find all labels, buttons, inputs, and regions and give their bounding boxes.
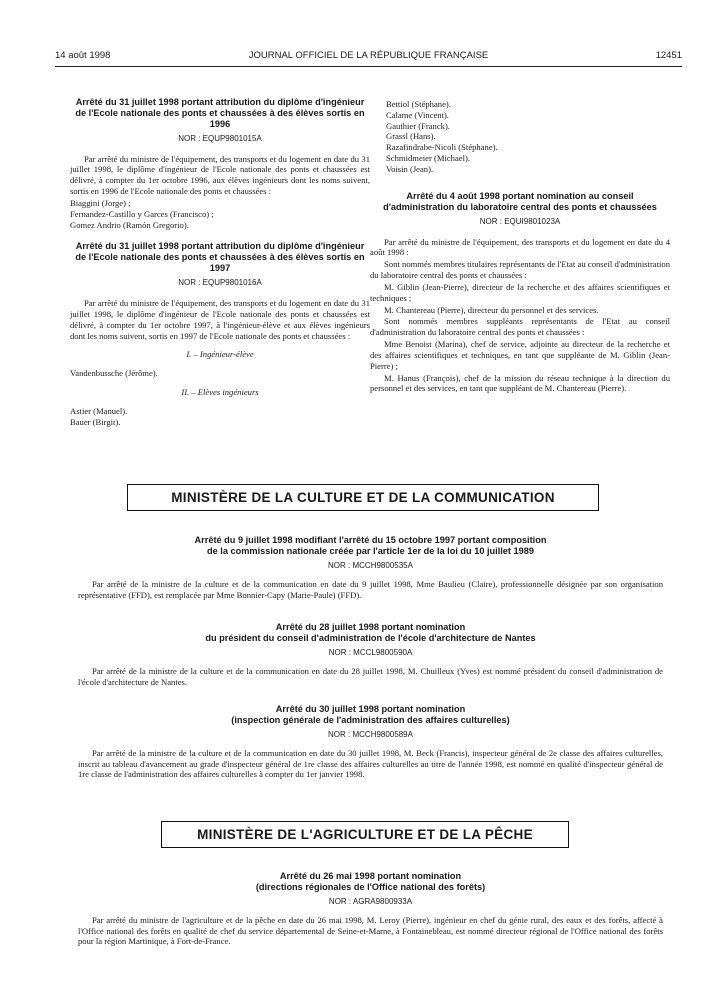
decree-body: Par arrêté du ministre de l'agriculture et de la pêche en date du 26 mai 1998, M. Leroy (Pierre), ingénieur en chef du génie rural, des eaux et des forêts, affecté à l'Office national des forêts en qualité de chef du service départemental de Seine-et-Marne, à Fontainebleau, est nommé directeur régional de l'Office national des forêts pour la région Martinique, à Fort-de-France. (78, 914, 663, 947)
decree-title-line: Arrêté du 9 juillet 1998 modifiant l'arrêté du 15 octobre 1997 portant composition (194, 535, 547, 545)
page-header (55, 50, 682, 64)
decree-body: M. Chantereau (Pierre), directeur du personnel et des services. (384, 304, 599, 315)
decree-equi9801023a (370, 191, 670, 394)
decree-title: Arrêté du 4 août 1998 portant nomination au conseil d'administration du laboratoire central des ponts et chaussées (383, 190, 657, 212)
decree-mcch9800589a (78, 704, 663, 781)
header-date: 14 août 1998 (55, 50, 111, 61)
decree-mcch9800535a (78, 535, 663, 601)
decree-body: Par arrêté de la ministre de la culture et de la communication en date du 9 juillet 1998, Mme Baulieu (Claire), professionnelle désignée par son organisation représentative (FFD), est remplacée par Mme Bonnier-Capy (Marie-Paule) (FFD). (78, 578, 663, 600)
name-line: Bettiol (Stéphane). (386, 99, 451, 109)
decree-title-line: Arrêté du 30 juillet 1998 portant nomination (275, 704, 466, 714)
decree-nor: NOR : MCCH9800535A (328, 560, 413, 570)
header-journal-title: JOURNAL OFFICIEL DE LA RÉPUBLIQUE FRANÇAISE (248, 50, 489, 61)
left-column (70, 97, 370, 428)
decree-body: Par arrêté du ministre de l'équipement, des transports et du logement en date du 31 juillet 1998, le diplôme d'ingénieur de l'Ecole nationale des ponts et chaussées est délivré, à compter du 1er octobre 1997, à l'ingénieur-élève et aux élèves ingénieurs dont les noms suivent, sortis en 1997 de l'Ecole nationale des ponts et chaussées : (70, 298, 370, 341)
decree-body: M. Giblin (Jean-Pierre), directeur de la recherche et des affaires scientifiques et techniques ; (370, 281, 670, 303)
decree-body: Par arrêté du ministre de l'équipement, des transports et du logement en date du 4 août 1998 : (370, 236, 670, 258)
subsection-heading: I. – Ingénieur-élève (186, 349, 254, 360)
decree-nor: NOR : MCCL9800590A (328, 647, 413, 657)
right-column (370, 99, 670, 395)
decree-title-line: Arrêté du 28 juillet 1998 portant nomination (275, 622, 466, 632)
name-line: Astier (Manuel). (70, 405, 128, 416)
decree-nor: NOR : EQUP9801015A (178, 133, 262, 143)
continued-name-list (370, 99, 670, 175)
decree-body: Par arrêté de la ministre de la culture et de la communication en date du 30 juillet 1998, M. Beck (Francis), inspecteur général de 2e classe des affaires culturelles, inscrit au tableau d'avancement au grade d'inspecteur général de 1re classe des affaires culturelles au titre de l'année 1998, est nommé en qualité d'inspecteur général de 1re classe de l'administration des affaires culturelles à compter du 1er janvier 1998. (78, 747, 663, 780)
decree-mccl9800590a (78, 622, 663, 688)
name-line: Fernandez-Castillo y Garces (Francisco) ; (70, 208, 214, 219)
name-line: Calame (Vincent). (386, 109, 449, 120)
name-line: Schmidmeier (Michael). (386, 153, 470, 164)
name-line: Vandenbussche (Jérôme). (70, 368, 158, 379)
decree-body: Par arrêté du ministre de l'équipement, des transports et du logement en date du 31 juillet 1998, le diplôme d'ingénieur de l'Ecole nationale des ponts et chaussées est délivré, à compter du 1er octobre 1996, aux élèves ingénieurs dont les noms suivent, sortis en 1996 de l'Ecole nationale des ponts et chaussées : (70, 153, 370, 197)
decree-nor: NOR : MCCH9800589A (328, 729, 413, 739)
name-line: Gauthier (Franck). (386, 120, 450, 131)
decree-title-line: du président du conseil d'administration de l'école d'architecture de Nantes (205, 632, 536, 643)
ministry-culture-heading: MINISTÈRE DE LA CULTURE ET DE LA COMMUNICATION (127, 484, 599, 511)
decree-body: Sont nommés membres suppléants représentants de l'Etat au conseil d'administration du laboratoire central des ponts et chaussées : (370, 316, 670, 338)
decree-body: M. Hanus (François), chef de la mission du réseau technique à la direction du personnel et des services, en tant que suppléant de M. Chantereau (Pierre). (370, 372, 670, 394)
decree-equp9801016a (70, 241, 370, 427)
name-line: Voisin (Jean). (386, 163, 434, 174)
decree-nor: NOR : AGRA9800933A (328, 896, 413, 906)
name-line: Biaggini (Jorge) ; (70, 197, 131, 208)
decree-nor: NOR : EQUI9801023A (479, 216, 561, 226)
decree-body: Par arrêté de la ministre de la culture et de la communication en date du 28 juillet 1998, M. Chuilleux (Yves) est nommé président du conseil d'administration de l'école d'architecture de Nantes. (78, 665, 663, 687)
header-rule (55, 66, 682, 67)
decree-body: Mme Benoist (Marina), chef de service, adjointe au directeur de la recherche et des affaires scientifiques et techniques, en tant que suppléante de M. Giblin (Jean-Pierre) ; (370, 339, 670, 371)
name-line: Grassl (Hans). (386, 131, 436, 142)
name-line: Bauer (Birgit). (70, 416, 121, 427)
decree-agra9800933a (78, 871, 663, 948)
decree-nor: NOR : EQUP9801016A (178, 278, 262, 288)
subsection-heading: II. – Elèves ingénieurs (181, 387, 259, 398)
decree-body: Sont nommés membres titulaires représentants de l'Etat au conseil d'administration du laboratoire central des ponts et chaussées : (370, 259, 670, 281)
header-page-number: 12451 (655, 50, 682, 61)
ministry-agriculture-heading: MINISTÈRE DE L'AGRICULTURE ET DE LA PÊCHE (161, 821, 569, 848)
decree-title: Arrêté du 31 juillet 1998 portant attribution du diplôme d'ingénieur de l'Ecole nationale des ponts et chaussées à des élèves sortis en 1997 (75, 241, 365, 274)
decree-title-line: (directions régionales de l'Office national des forêts) (255, 881, 486, 892)
name-line: Gomez Andrio (Ramón Gregorio). (70, 219, 189, 230)
name-line: Razafindrabe-Nicoli (Stéphane). (386, 142, 498, 153)
decree-equp9801015a (70, 97, 370, 230)
decree-title-line: de la commission nationale créée par l'article 1er de la loi du 10 juillet 1989 (207, 545, 534, 556)
decree-title-line: (inspection générale de l'administration des affaires culturelles) (231, 714, 510, 725)
decree-title-line: Arrêté du 26 mai 1998 portant nomination (279, 871, 462, 881)
decree-title: Arrêté du 31 juillet 1998 portant attribution du diplôme d'ingénieur de l'Ecole nationale des ponts et chaussées à des élèves sortis en 1996 (75, 97, 365, 129)
